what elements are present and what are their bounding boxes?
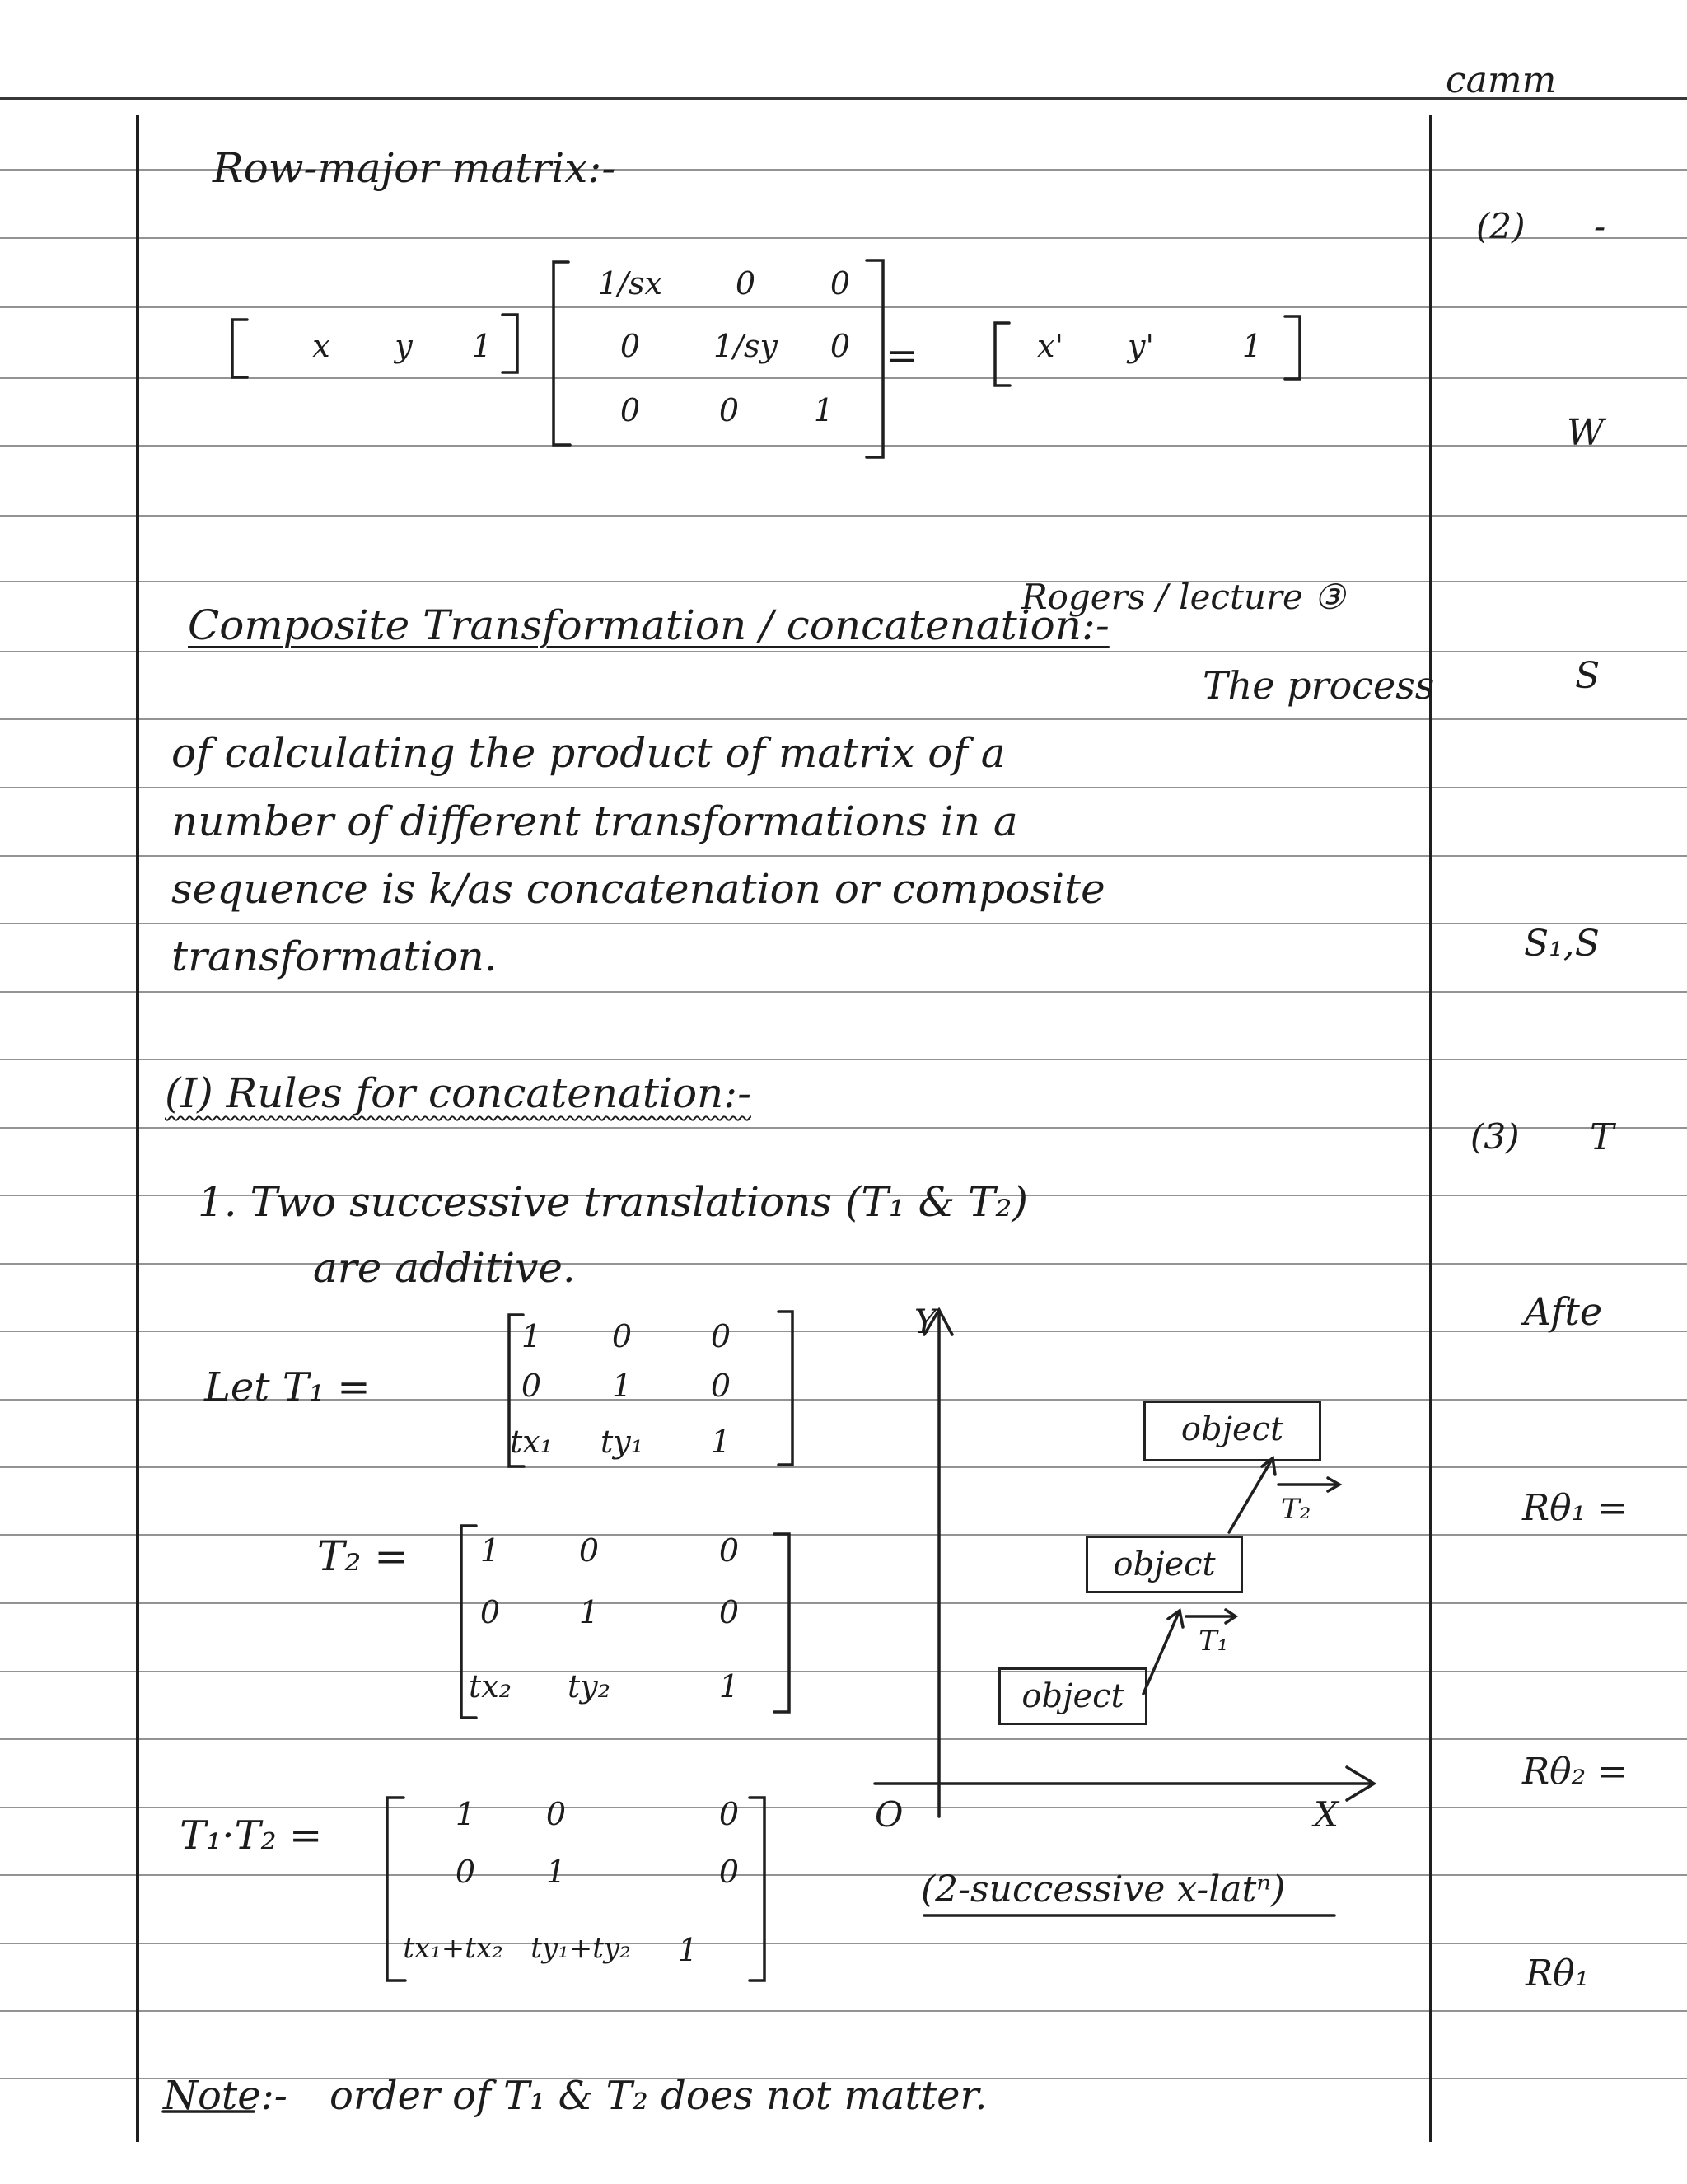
t2-cell: 1 xyxy=(718,1668,740,1705)
bracket xyxy=(502,315,517,372)
t1-label: Let T₁ = xyxy=(204,1364,371,1410)
note-label: Note:- xyxy=(163,2073,287,2119)
definition-line: number of different transformations in a xyxy=(171,797,1018,845)
matrix-cell: 1/sy xyxy=(713,328,778,364)
rule-1-line: are additive. xyxy=(313,1244,576,1292)
corner-text: camm xyxy=(1446,59,1557,101)
t2-cell: 0 xyxy=(718,1532,740,1569)
t12-cell: 0 xyxy=(718,1796,740,1832)
matrix-cell: 1/sx xyxy=(598,265,662,302)
t2-cell: 1 xyxy=(578,1594,600,1630)
t12-cell: 1 xyxy=(677,1932,699,1968)
bracket xyxy=(387,1798,405,1981)
definition-line: The process xyxy=(1203,663,1435,708)
t2-arrow-line xyxy=(1229,1458,1273,1532)
rules-heading: (I) Rules for concatenation:- xyxy=(165,1069,751,1117)
rule-1-line: 1. Two successive translations (T₁ & T₂) xyxy=(198,1178,1028,1226)
t1-cell: 0 xyxy=(521,1368,542,1404)
matrix-cell: 0 xyxy=(619,328,641,364)
t1-arrow-label: T₁ xyxy=(1199,1625,1229,1658)
t2-cell: 1 xyxy=(479,1532,501,1569)
matrix-cell: 0 xyxy=(619,392,641,428)
result-1: 1 xyxy=(1241,328,1263,364)
t12-cell: 0 xyxy=(455,1854,476,1890)
t2-label: T₂ = xyxy=(317,1532,409,1580)
t1-cell: ty₁ xyxy=(600,1424,643,1460)
matrix-cell: 1 xyxy=(813,392,834,428)
margin-text: S xyxy=(1575,655,1601,697)
object-box: object xyxy=(998,1667,1147,1725)
origin-label: O xyxy=(875,1794,904,1835)
t1-cell: 0 xyxy=(710,1318,731,1354)
margin-text: T xyxy=(1590,1116,1615,1158)
margin-text: W xyxy=(1567,412,1605,454)
t2-cell: ty₂ xyxy=(568,1668,610,1705)
definition-line: of calculating the product of matrix of a xyxy=(171,729,1006,777)
x-axis-label: X xyxy=(1314,1794,1339,1835)
result-x: x' xyxy=(1037,328,1063,364)
t2-cell: 0 xyxy=(578,1532,600,1569)
t1-cell: 1 xyxy=(611,1368,633,1404)
matrix-cell: 0 xyxy=(829,265,851,302)
equals-sign: = xyxy=(885,333,919,379)
t2-arrow-label: T₂ xyxy=(1281,1493,1311,1526)
t1-cell: 0 xyxy=(611,1318,633,1354)
bracket xyxy=(995,323,1010,386)
definition-line: transformation. xyxy=(171,933,498,980)
bracket xyxy=(1285,316,1300,379)
t12-label: T₁·T₂ = xyxy=(180,1812,323,1859)
t2-cell: 0 xyxy=(718,1594,740,1630)
t12-cell: 1 xyxy=(455,1796,476,1832)
section-heading: Composite Transformation / concatenation:- xyxy=(188,601,1110,649)
t12-cell: 1 xyxy=(545,1854,567,1890)
t2-cell: 0 xyxy=(479,1594,501,1630)
t1-cell: 0 xyxy=(710,1368,731,1404)
bracket xyxy=(774,1534,789,1712)
matrix-cell: 0 xyxy=(829,328,851,364)
t12-cell: 0 xyxy=(545,1796,567,1832)
margin-text: Afte xyxy=(1524,1289,1603,1334)
object-box: object xyxy=(1143,1401,1321,1461)
result-y: y' xyxy=(1128,328,1154,364)
bracket xyxy=(867,260,883,457)
t12-cell: ty₁+ty₂ xyxy=(530,1932,631,1965)
bracket xyxy=(554,262,570,445)
bracket xyxy=(509,1315,524,1466)
vector-y: y xyxy=(395,328,413,364)
diagram-caption: (2-successive x-latⁿ) xyxy=(921,1868,1286,1910)
matrix-cell: 0 xyxy=(735,265,756,302)
y-axis-label: Y xyxy=(914,1303,937,1341)
vector-x: x xyxy=(312,328,330,364)
margin-text: (3) xyxy=(1470,1116,1520,1157)
bracket xyxy=(778,1312,792,1465)
t1-cell: tx₁ xyxy=(510,1424,553,1460)
bracket xyxy=(232,320,247,377)
bracket xyxy=(461,1526,476,1718)
margin-text: Rθ₁ xyxy=(1526,1953,1590,1995)
definition-line: sequence is k/as concatenation or composite xyxy=(171,865,1105,913)
margin-text: S₁,S xyxy=(1524,923,1600,965)
margin-text: Rθ₂ = xyxy=(1522,1751,1629,1793)
margin-text: - xyxy=(1594,206,1606,246)
t2-cell: tx₂ xyxy=(469,1668,512,1705)
bracket xyxy=(750,1798,764,1981)
margin-text: (2) xyxy=(1476,206,1526,246)
t1-cell: 1 xyxy=(521,1318,542,1354)
note-text: order of T₁ & T₂ does not matter. xyxy=(329,2073,988,2119)
t1-arrow-line xyxy=(1143,1611,1180,1694)
row-major-title: Row-major matrix:- xyxy=(213,144,616,192)
reference-note: Rogers / lecture ③ xyxy=(1021,577,1345,617)
object-box: object xyxy=(1086,1536,1243,1593)
t1-cell: 1 xyxy=(710,1424,731,1460)
matrix-cell: 0 xyxy=(718,392,740,428)
t12-cell: tx₁+tx₂ xyxy=(403,1932,503,1965)
margin-text: Rθ₁ = xyxy=(1522,1487,1629,1529)
vector-1: 1 xyxy=(471,328,493,364)
t12-cell: 0 xyxy=(718,1854,740,1890)
